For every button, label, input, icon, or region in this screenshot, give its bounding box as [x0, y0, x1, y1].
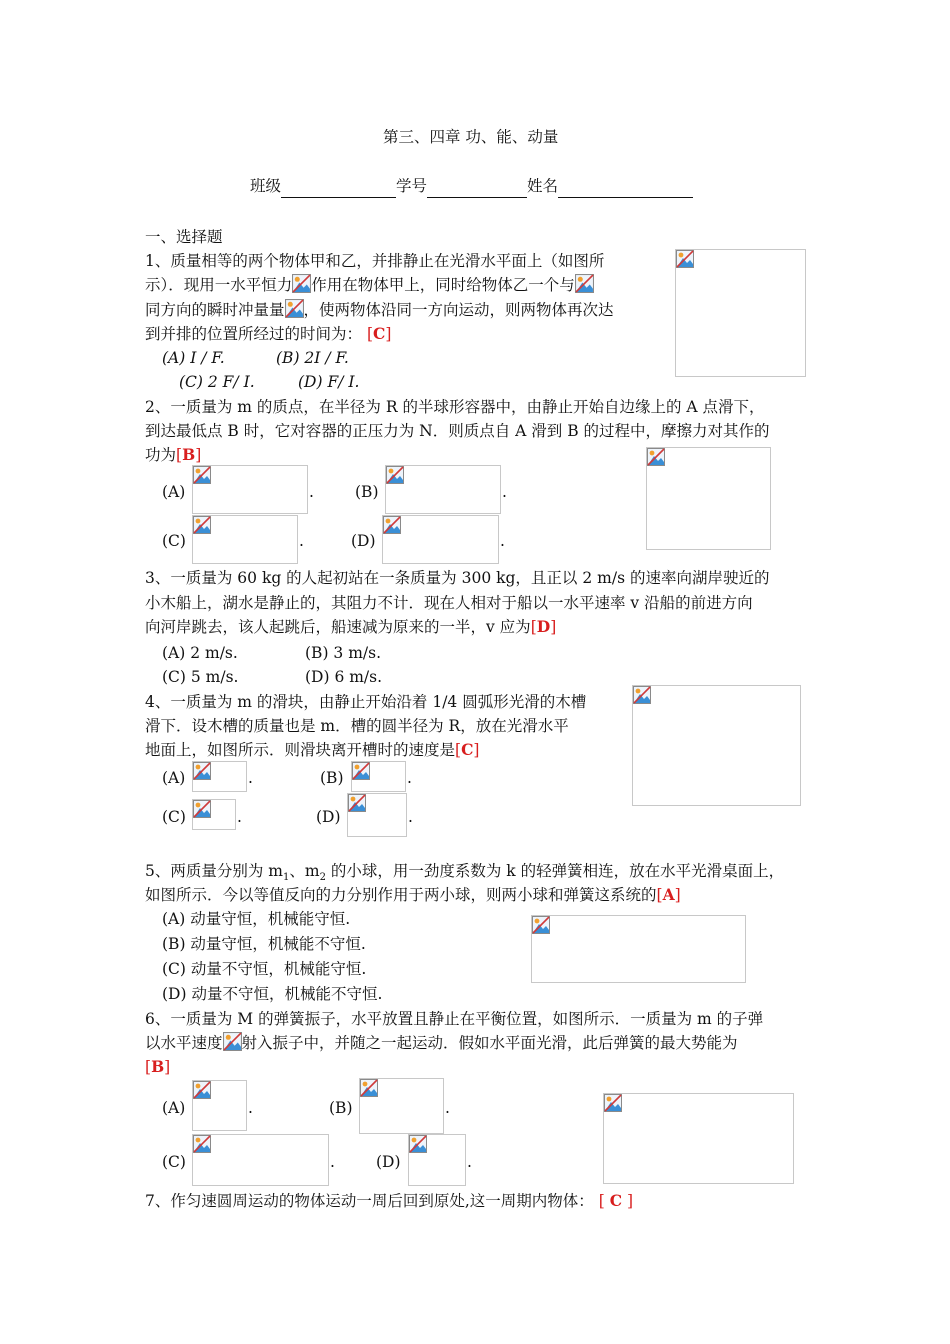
q6-option-b-label: (B)	[329, 1099, 353, 1117]
q6-figure	[603, 1093, 794, 1184]
q3-option-c: (C) 5 m/s.	[162, 668, 239, 686]
broken-image-icon	[193, 466, 211, 484]
q2-option-b-formula	[385, 465, 501, 514]
q2-option-c-formula	[192, 515, 298, 564]
broken-image-icon	[575, 274, 594, 293]
broken-image-icon	[193, 516, 211, 534]
q4-option-c-formula	[192, 799, 236, 830]
q1-text: 示）．现用一水平恒力	[145, 276, 293, 294]
q5-text: 如图所示．今以等值反向的力分别作用于两小球，则两小球和弹簧这系统的	[145, 886, 657, 904]
period: .	[445, 1099, 450, 1117]
q3-option-b: (B) 3 m/s.	[305, 644, 382, 662]
q4-answer: C	[461, 740, 474, 759]
broken-image-icon	[352, 762, 370, 780]
q5-line-2: 如图所示．今以等值反向的力分别作用于两小球，则两小球和弹簧这系统的[A]	[145, 885, 681, 904]
q6-line-1: 6、一质量为 M 的弹簧振子，水平放置且静止在平衡位置，如图所示．一质量为 m 的子弹	[145, 1010, 764, 1028]
broken-image-icon	[409, 1135, 427, 1153]
broken-image-icon	[285, 299, 304, 318]
q3-option-a: (A) 2 m/s.	[162, 644, 238, 662]
q4-option-a-formula	[192, 761, 247, 792]
q7-text: 7、作匀速圆周运动的物体运动一周后回到原处,这一周期内物体：	[145, 1192, 594, 1210]
q6-option-c-formula	[192, 1134, 329, 1186]
q1-text: ，使两物体沿同一方向运动，则两物体再次达	[303, 301, 614, 319]
q6-line-2	[145, 1031, 738, 1055]
q4-line-3: 地面上，如图所示．则滑块离开槽时的速度是[C]	[145, 740, 480, 759]
student-info-line	[250, 174, 693, 198]
broken-image-icon	[193, 800, 211, 818]
q6-option-d-formula	[408, 1134, 466, 1186]
q1-figure	[675, 249, 806, 377]
period: .	[330, 1153, 335, 1171]
q4-text: 地面上，如图所示．则滑块离开槽时的速度是	[145, 741, 456, 759]
q4-option-b-formula	[351, 761, 406, 792]
q2-figure	[646, 447, 771, 550]
period: .	[408, 808, 413, 826]
period: .	[237, 808, 242, 826]
q4-line-2: 滑下．设木槽的质量也是 m．槽的圆半径为 R，放在光滑水平	[145, 717, 569, 735]
q5-option-c: (C) 动量不守恒，机械能守恒.	[162, 960, 367, 978]
name-field[interactable]	[558, 180, 693, 198]
period: .	[500, 532, 505, 550]
q3-answer: D	[536, 617, 551, 636]
q5-text: 的小球，用一劲度系数为 k 的轻弹簧相连，放在水平光滑桌面上，	[325, 862, 785, 880]
period: .	[502, 483, 507, 501]
q5-option-b: (B) 动量守恒，机械能不守恒.	[162, 935, 366, 953]
q1-line-4: 到并排的位置所经过的时间为： [C]	[145, 324, 392, 343]
name-label: 姓名	[527, 177, 559, 195]
section-heading: 一、选择题	[145, 228, 223, 246]
q4-option-a-label: (A)	[162, 769, 186, 787]
broken-image-icon	[676, 250, 694, 268]
q6-option-d-label: (D)	[376, 1153, 401, 1171]
q2-option-d-formula	[382, 515, 499, 564]
q3-line-1: 3、一质量为 60 kg 的人起初站在一条质量为 300 kg，且正以 2 m/s 的速率向湖岸驶近的	[145, 569, 770, 587]
q3-line-3: 向河岸跳去，该人起跳后，船速减为原来的一半，v 应为[D]	[145, 617, 557, 636]
broken-image-icon	[193, 1081, 211, 1099]
broken-image-icon	[193, 762, 211, 780]
q5-option-a: (A) 动量守恒，机械能守恒.	[162, 910, 351, 928]
broken-image-icon	[386, 466, 404, 484]
q4-line-1: 4、一质量为 m 的滑块，由静止开始沿着 1/4 圆弧形光滑的木槽	[145, 693, 587, 711]
q1-text: 同方向的瞬时冲量量	[145, 301, 285, 319]
q3-line-2: 小木船上，湖水是静止的，其阻力不计．现在人相对于船以一水平速率 v 沿船的前进方向	[145, 594, 753, 612]
q3-text: 向河岸跳去，该人起跳后，船速减为原来的一半，v 应为	[145, 618, 531, 636]
broken-image-icon	[647, 448, 665, 466]
q4-figure	[632, 685, 801, 806]
q1-option-a: (A) I / F.	[162, 349, 225, 367]
q5-option-d: (D) 动量不守恒，机械能不守恒.	[162, 985, 383, 1003]
q7-line-1: 7、作匀速圆周运动的物体运动一周后回到原处,这一周期内物体： [ C ]	[145, 1191, 634, 1210]
q6-option-a-label: (A)	[162, 1099, 186, 1117]
q1-line-3	[145, 298, 614, 322]
q5-text: 、m	[289, 862, 320, 880]
q6-text: 以水平速度	[145, 1034, 223, 1052]
period: .	[407, 769, 412, 787]
q4-option-c-label: (C)	[162, 808, 186, 826]
broken-image-icon	[348, 794, 366, 812]
q4-option-d-formula	[347, 793, 407, 837]
q6-line-3: [B]	[145, 1057, 171, 1076]
subscript: 1	[283, 872, 290, 884]
q6-text: 射入振子中，并随之一起运动．假如水平面光滑，此后弹簧的最大势能为	[241, 1034, 738, 1052]
student-id-label: 学号	[396, 177, 428, 195]
period: .	[309, 483, 314, 501]
broken-image-icon	[193, 1135, 211, 1153]
q2-line-3: 功为[B]	[145, 445, 202, 464]
page-title: 第三、四章 功、能、动量	[383, 128, 559, 146]
class-label: 班级	[250, 177, 282, 195]
student-id-field[interactable]	[427, 180, 527, 198]
q1-text: 作用在物体甲上，同时给物体乙一个与	[311, 276, 575, 294]
broken-image-icon	[223, 1032, 242, 1051]
q2-option-a-formula	[192, 465, 308, 514]
q2-text: 功为	[145, 446, 177, 464]
q5-text: 5、两质量分别为 m	[145, 862, 283, 880]
q1-text: 到并排的位置所经过的时间为：	[145, 325, 363, 343]
period: .	[299, 532, 304, 550]
subscript: 2	[319, 872, 326, 884]
q7-answer: C	[609, 1191, 623, 1210]
q2-line-1: 2、一质量为 m 的质点，在半径为 R 的半球形容器中，由静止开始自边缘上的 A 点滑下，	[145, 398, 765, 416]
broken-image-icon	[633, 686, 651, 704]
period: .	[248, 1099, 253, 1117]
q6-answer: B	[151, 1057, 165, 1076]
q1-line-1: 1、质量相等的两个物体甲和乙，并排静止在光滑水平面上（如图所	[145, 252, 605, 270]
q1-line-2	[145, 273, 594, 297]
q2-option-d-label: (D)	[351, 532, 376, 550]
broken-image-icon	[292, 274, 311, 293]
q5-answer: A	[662, 885, 675, 904]
broken-image-icon	[383, 516, 401, 534]
q5-figure	[531, 915, 746, 983]
q2-answer: B	[182, 445, 196, 464]
q1-option-c: (C) 2 F/ I.	[179, 373, 255, 391]
q1-answer: C	[373, 324, 386, 343]
period: .	[467, 1153, 472, 1171]
q1-option-d: (D) F/ I.	[298, 373, 360, 391]
q2-option-c-label: (C)	[162, 532, 186, 550]
q4-option-b-label: (B)	[320, 769, 344, 787]
q2-line-2: 到达最低点 B 时，它对容器的正压力为 N．则质点自 A 滑到 B 的过程中，摩擦力对其作的	[145, 422, 770, 440]
broken-image-icon	[604, 1094, 622, 1112]
q2-option-b-label: (B)	[355, 483, 379, 501]
class-field[interactable]	[281, 180, 396, 198]
q2-option-a-label: (A)	[162, 483, 186, 501]
q1-option-b: (B) 2I / F.	[276, 349, 349, 367]
broken-image-icon	[360, 1079, 378, 1097]
broken-image-icon	[532, 916, 550, 934]
q3-option-d: (D) 6 m/s.	[305, 668, 383, 686]
q6-option-a-formula	[192, 1080, 247, 1131]
q6-option-b-formula	[359, 1078, 444, 1134]
q4-option-d-label: (D)	[316, 808, 341, 826]
period: .	[248, 769, 253, 787]
q6-option-c-label: (C)	[162, 1153, 186, 1171]
